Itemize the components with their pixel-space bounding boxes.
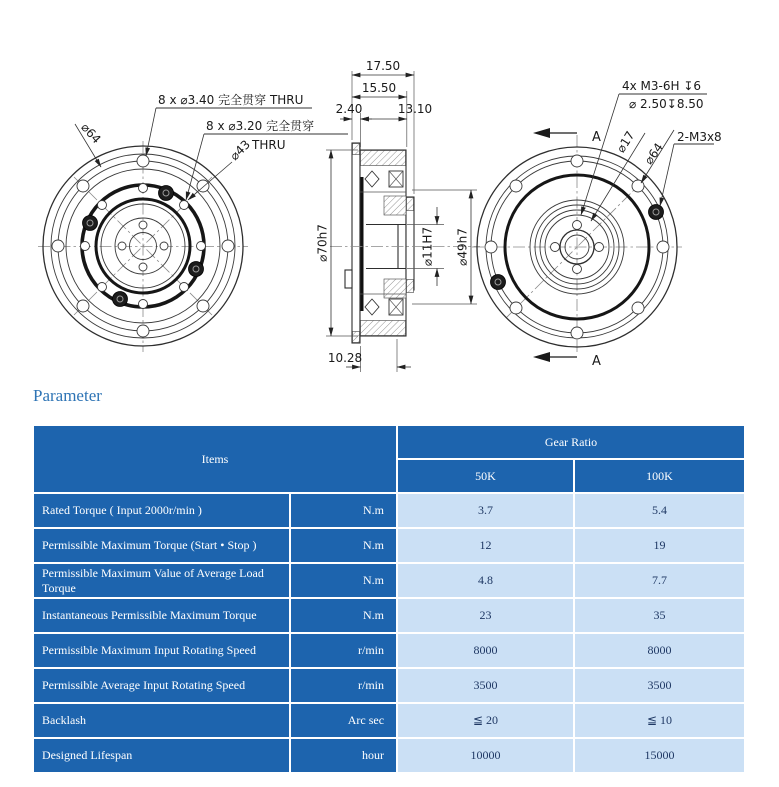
- section-flange-plate: [352, 143, 360, 343]
- row-value-100k: 15000: [574, 738, 745, 773]
- rear-note-side-screws: 2-M3x8: [677, 130, 722, 144]
- ratio-col-50k: 50K: [397, 459, 574, 493]
- section-boss: [345, 270, 352, 288]
- parameter-table: [32, 424, 746, 774]
- table-row: [33, 703, 745, 738]
- front-view: [38, 92, 348, 352]
- section-hatch-2: [361, 321, 406, 336]
- row-unit: N.m: [290, 563, 397, 598]
- rear-dim-center-dia: ⌀17: [613, 128, 638, 156]
- row-unit: N.m: [290, 528, 397, 563]
- table-row: [33, 598, 745, 633]
- dim-pilot-dia: ⌀49h7: [455, 228, 470, 266]
- row-value-50k: 23: [397, 598, 574, 633]
- section-hatch-1: [361, 151, 406, 166]
- row-item: Permissible Maximum Value of Average Load Torque: [33, 563, 290, 598]
- section-hatch-5: [407, 198, 414, 211]
- dim-offset: 10.28: [327, 351, 363, 365]
- section-hatch-4: [384, 279, 406, 298]
- table-row: [33, 738, 745, 773]
- row-item: Instantaneous Permissible Maximum Torque: [33, 598, 290, 633]
- row-unit: r/min: [290, 633, 397, 668]
- front-note-inner-holes-2: THRU: [252, 138, 286, 152]
- row-unit: Arc sec: [290, 703, 397, 738]
- items-header: Items: [33, 425, 397, 493]
- dim-total-width: 17.50: [365, 59, 401, 73]
- row-item: Permissible Maximum Torque (Start • Stop ): [33, 528, 290, 563]
- section-arrow-bottom: [533, 352, 550, 362]
- row-item: Permissible Average Input Rotating Speed: [33, 668, 290, 703]
- section-hatch-3: [384, 196, 406, 215]
- row-value-50k: 4.8: [397, 563, 574, 598]
- row-item: Designed Lifespan: [33, 738, 290, 773]
- row-item: Rated Torque ( Input 2000r/min ): [33, 493, 290, 528]
- row-item: Permissible Maximum Input Rotating Speed: [33, 633, 290, 668]
- dim-outer-dia: ⌀70h7: [315, 224, 330, 262]
- row-value-100k: 7.7: [574, 563, 745, 598]
- front-dim-inner-circle: ⌀43: [227, 137, 254, 164]
- rear-view: [472, 79, 722, 369]
- row-item: Backlash: [33, 703, 290, 738]
- dim-bore-dia: ⌀11H7: [420, 226, 435, 267]
- row-value-100k: 35: [574, 598, 745, 633]
- table-row: [33, 633, 745, 668]
- section-label-bottom: A: [592, 354, 601, 369]
- parameter-heading: Parameter: [33, 386, 102, 405]
- row-value-50k: 3500: [397, 668, 574, 703]
- row-value-100k: 19: [574, 528, 745, 563]
- gear-ratio-header: Gear Ratio: [397, 425, 745, 459]
- row-unit: r/min: [290, 668, 397, 703]
- ratio-col-100k: 100K: [574, 459, 745, 493]
- table-row: [33, 528, 745, 563]
- section-arrow-top: [533, 128, 550, 138]
- row-value-100k: ≦ 10: [574, 703, 745, 738]
- row-value-100k: 3500: [574, 668, 745, 703]
- front-note-outer-leader: [146, 108, 156, 156]
- front-note-outer-holes: 8 x ⌀3.40 完全贯穿 THRU: [158, 93, 304, 107]
- row-unit: N.m: [290, 493, 397, 528]
- section-hatch-6: [407, 280, 414, 293]
- technical-drawing: [0, 0, 779, 390]
- row-value-50k: 3.7: [397, 493, 574, 528]
- table-row: [33, 563, 745, 598]
- section-hatch-7: [353, 144, 360, 155]
- table-row: [33, 668, 745, 703]
- row-value-50k: 10000: [397, 738, 574, 773]
- row-value-50k: 12: [397, 528, 574, 563]
- dim-body-width: 15.50: [361, 81, 397, 95]
- row-value-100k: 5.4: [574, 493, 745, 528]
- row-value-50k: ≦ 20: [397, 703, 574, 738]
- rear-note-drill-depth: ⌀ 2.50↧8.50: [629, 97, 704, 111]
- row-unit: hour: [290, 738, 397, 773]
- row-unit: N.m: [290, 598, 397, 633]
- rear-dim-bolt-circle: ⌀64: [641, 140, 666, 167]
- table-row: [33, 493, 745, 528]
- row-value-50k: 8000: [397, 633, 574, 668]
- front-note-inner-holes: 8 x ⌀3.20 完全贯穿: [206, 119, 315, 133]
- section-label-top: A: [592, 130, 601, 145]
- section-view: [316, 59, 481, 372]
- rear-note-tapped-holes: 4x M3-6H ↧6: [622, 79, 702, 93]
- dim-housing-width: 13.10: [397, 102, 433, 116]
- front-dim-bolt-circle: ⌀64: [78, 120, 104, 147]
- section-hatch-8: [353, 332, 360, 343]
- row-value-100k: 8000: [574, 633, 745, 668]
- drawing-canvas: [0, 0, 779, 385]
- dim-flange-width: 2.40: [335, 102, 363, 116]
- section-hub: [406, 197, 414, 290]
